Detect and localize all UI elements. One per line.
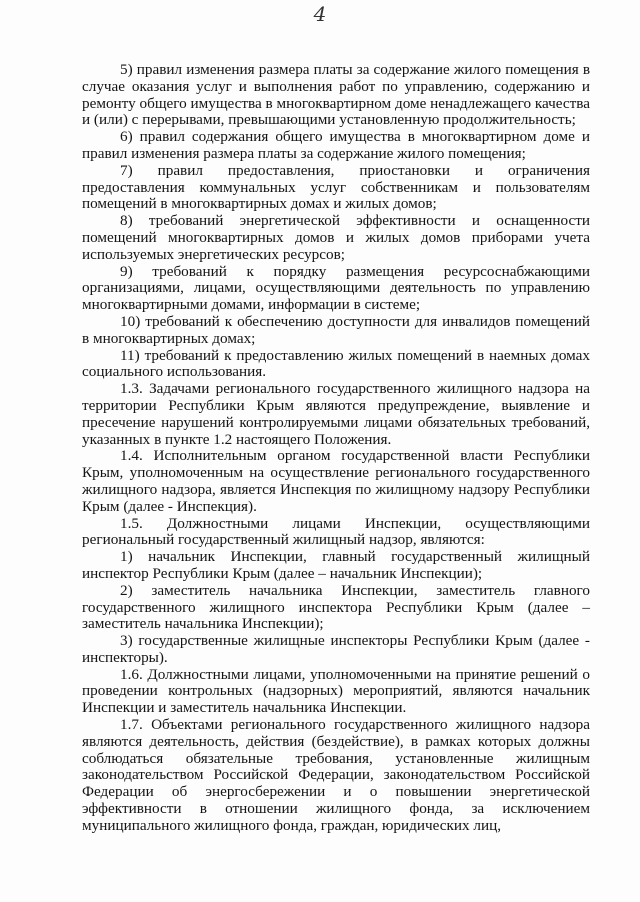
paragraph-item-11: 11) требований к предоставлению жилых помещений в наемных домах социального использования. xyxy=(82,346,590,381)
paragraph-1-3: 1.3. Задачами регионального государственного жилищного надзора на территории Республики Крым являются предупреждение, выявление и пресечение нарушений контролируемыми лицами обязательных требований, указанных в пункте 1.2 настоящего Положения. xyxy=(82,380,590,448)
paragraph-item-8: 8) требований энергетической эффективности и оснащенности помещений многоквартирных домов и жилых домов приборами учета используемых энергетических ресурсов; xyxy=(82,212,590,263)
paragraph-officer-2: 2) заместитель начальника Инспекции, заместитель главного государственного жилищного инспектора Республики Крым (далее – заместитель начальника Инспекции); xyxy=(82,581,590,633)
paragraph-officer-3: 3) государственные жилищные инспекторы Республики Крым (далее - инспекторы). xyxy=(82,632,590,666)
paragraph-item-5: 5) правил изменения размера платы за содержание жилого помещения в случае оказания услуг и выполнения работ по управлению, содержанию и ремонту общего имущества в многоквартирном доме ненадлежащего качества и (или) с перерывами, превышающими установленную продолжительность; xyxy=(82,61,590,129)
paragraph-1-4: 1.4. Исполнительным органом государственной власти Республики Крым, уполномоченным на осуществление регионального государственного жилищного надзора, является Инспекция по жилищному надзору Республики Крым (далее - Инспекция). xyxy=(82,447,590,515)
page-number: 4 xyxy=(313,2,327,26)
paragraph-officer-1: 1) начальник Инспекции, главный государственный жилищный инспектор Республики Крым (далее – начальник Инспекции); xyxy=(82,548,590,582)
document-body xyxy=(82,62,590,835)
paragraph-1-5: 1.5. Должностными лицами Инспекции, осуществляющими региональный государственный жилищный надзор, являются: xyxy=(82,514,590,549)
paragraph-item-9: 9) требований к порядку размещения ресурсоснабжающими организациями, лицами, осуществляющими деятельность по управлению многоквартирными домами, информации в системе; xyxy=(82,262,590,314)
paragraph-1-6: 1.6. Должностными лицами, уполномоченными на принятие решений о проведении контрольных (надзорных) мероприятий, являются начальник Инспекции и заместитель начальника Инспекции. xyxy=(82,665,590,717)
paragraph-item-7: 7) правил предоставления, приостановки и ограничения предоставления коммунальных услуг собственникам и пользователям помещений в многоквартирных домах и жилых домов; xyxy=(82,161,590,213)
paragraph-1-7: 1.7. Объектами регионального государственного жилищного надзора являются деятельность, действия (бездействие), в рамках которых должны соблюдаться обязательные требования, установленные жилищным законодательством Российской Федерации, законодательством Российской Федерации об энергосбережении и о повышении энергетической эффективности в отношении жилищного фонда, за исключением муниципального жилищного фонда, граждан, юридических лиц, xyxy=(82,716,590,834)
paragraph-item-10: 10) требований к обеспечению доступности для инвалидов помещений в многоквартирных домах; xyxy=(82,312,590,347)
paragraph-item-6: 6) правил содержания общего имущества в многоквартирном доме и правил изменения размера платы за содержание жилого помещения; xyxy=(82,128,590,162)
